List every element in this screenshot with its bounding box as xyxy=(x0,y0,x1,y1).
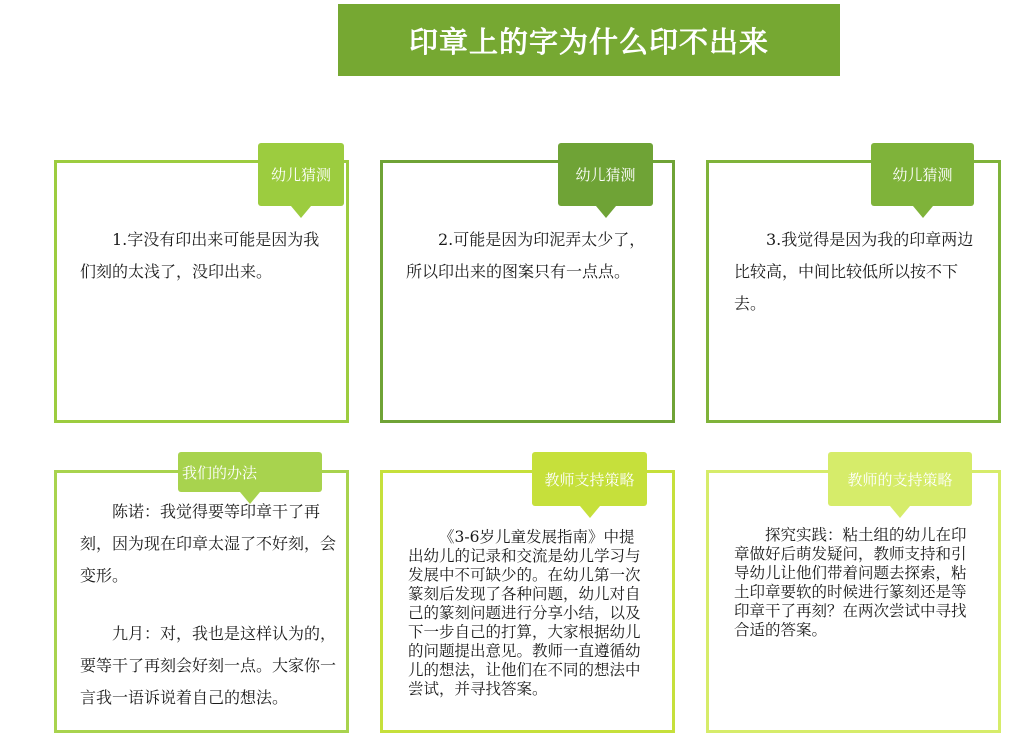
teacher-support-tag: 教师的支持策略 xyxy=(828,452,972,506)
teacher-strategy-text: 《3-6岁儿童发展指南》中提出幼儿的记录和交流是幼儿学习与发展中不可缺少的。在幼儿第一次篆刻后发现了各种问题，幼儿对自己的篆刻问题进行分享小结，以及下一步自己的打算，大家根据幼儿的问题提出意见。教师一直遵循幼儿的想法，让他们在不同的想法中尝试，并寻找答案。 xyxy=(408,528,641,698)
page-title: 印章上的字为什么印不出来 xyxy=(338,4,840,76)
guess-text-3: 3.我觉得是因为我的印章两边比较高，中间比较低所以按不下去。 xyxy=(734,230,974,313)
guess-text-2: 2.可能是因为印泥弄太少了，所以印出来的图案只有一点点。 xyxy=(406,230,646,281)
guess-text-1: 1.字没有印出来可能是因为我们刻的太浅了，没印出来。 xyxy=(80,230,320,281)
teacher-strategy-tag: 教师支持策略 xyxy=(532,452,647,506)
method-tag: 我们的办法 xyxy=(178,452,322,492)
guess-tag-1: 幼儿猜测 xyxy=(258,143,344,206)
method-text-2: 九月：对，我也是这样认为的，要等干了再刻会好刻一点。大家你一言我一语诉说着自己的想法。 xyxy=(80,624,337,707)
method-text-1: 陈诺：我觉得要等印章干了再刻，因为现在印章太湿了不好刻，会变形。 xyxy=(80,502,337,585)
guess-tag-3: 幼儿猜测 xyxy=(871,143,974,206)
guess-tag-2: 幼儿猜测 xyxy=(558,143,653,206)
teacher-support-text: 探究实践：粘土组的幼儿在印章做好后萌发疑问，教师支持和引导幼儿让他们带着问题去探索，粘土印章要软的时候进行篆刻还是等印章干了再刻？在两次尝试中寻找合适的答案。 xyxy=(734,526,967,639)
